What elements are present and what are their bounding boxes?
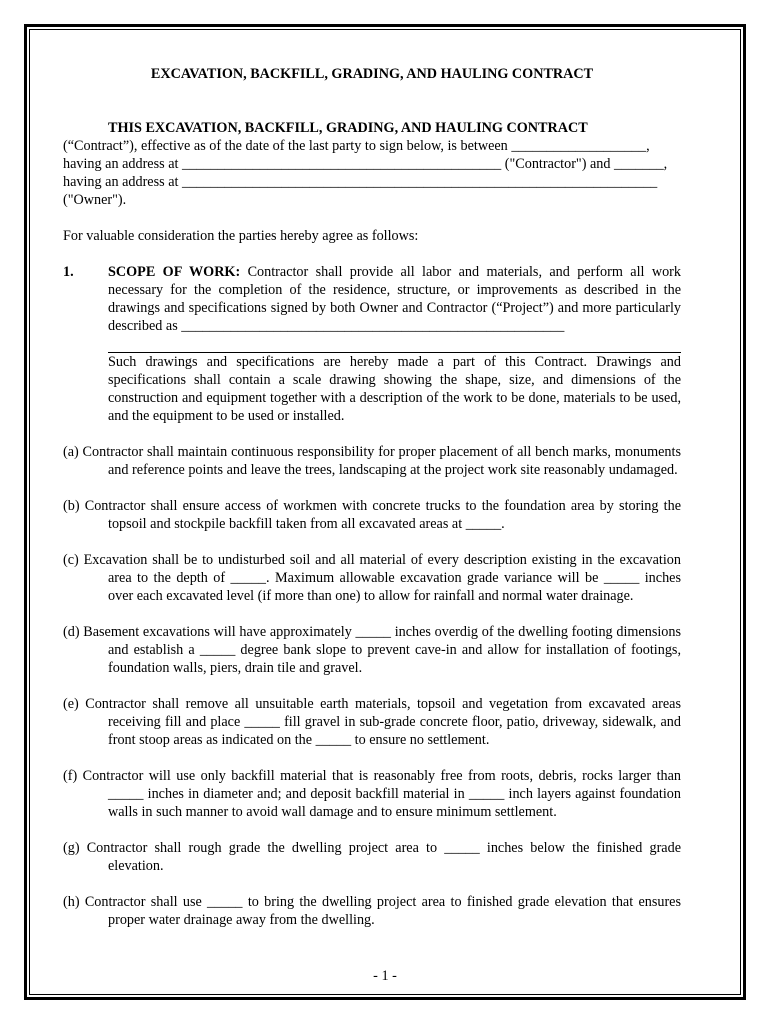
section-1-text: Contractor shall provide all labor and materials, and perform all work necessary for the completion of the residence, structure, or improvements as described in the drawings and specifications signed by both Owner and Contractor (“Project”) and more particularly described as ______________________________________________________: [108, 264, 681, 334]
intro-line-2: having an address at _____________________________________________ ("Contractor") and _______,: [63, 156, 668, 172]
section-1-drawings: Such drawings and specifications are hereby made a part of this Contract. Drawings and specifications shall contain a scale drawing showing the shape, size, and dimensions of the construction and equipment together with a description of the work to be done, materials to be used, and the equipment to be used or installed.: [108, 354, 681, 424]
clause-d: (d) Basement excavations will have approximately _____ inches overdig of the dwelling footing dimensions and establish a _____ degree bank slope to prevent cave-in and allow for installation of footings, foundation walls, piers, drain tile and gravel.: [63, 624, 681, 676]
section-1-number: 1.: [63, 264, 74, 280]
intro-line-4: ("Owner").: [63, 192, 127, 208]
clause-g: (g) Contractor shall rough grade the dwelling project area to _____ inches below the finished grade elevation.: [63, 840, 681, 874]
consideration-text: For valuable consideration the parties hereby agree as follows:: [63, 228, 419, 244]
clause-b: (b) Contractor shall ensure access of workmen with concrete trucks to the foundation area by storing the topsoil and stockpile backfill taken from all excavated areas at _____.: [63, 498, 681, 532]
section-1: [63, 263, 681, 425]
document-title: EXCAVATION, BACKFILL, GRADING, AND HAULING CONTRACT: [150, 66, 594, 82]
document-body: [63, 65, 681, 929]
intro-line-3: having an address at ___________________________________________________________________: [63, 174, 658, 190]
section-1-scope: [108, 263, 681, 335]
intro-heading: THIS EXCAVATION, BACKFILL, GRADING, AND HAULING CONTRACT: [108, 120, 588, 136]
description-blank-line: [108, 335, 681, 353]
clause-c: (c) Excavation shall be to undisturbed soil and all material of every description existing in the excavation area to the depth of _____. Maximum allowable excavation grade variance will be _____ inches over each excavated level (if more than one) to allow for rainfall and normal water drainage.: [63, 552, 681, 604]
clause-f: (f) Contractor will use only backfill material that is reasonably free from roots, debris, rocks larger than _____ inches in diameter and; and deposit backfill material in _____ inch layers against foundation walls in such manner to avoid wall damage and to ensure minimum settlement.: [63, 768, 681, 820]
intro-line-1: (“Contract”), effective as of the date of the last party to sign below, is between ___________________,: [63, 138, 650, 154]
section-1-heading: SCOPE OF WORK:: [108, 264, 241, 280]
clause-h: (h) Contractor shall use _____ to bring the dwelling project area to finished grade elevation that ensures proper water drainage away from the dwelling.: [63, 894, 681, 928]
clause-a: (a) Contractor shall maintain continuous responsibility for proper placement of all bench marks, monuments and reference points and leave the trees, landscaping at the project work site reasonably undamaged.: [63, 444, 681, 478]
clause-e: (e) Contractor shall remove all unsuitable earth materials, topsoil and vegetation from excavated areas receiving fill and place _____ fill gravel in sub-grade concrete floor, patio, driveway, sidewalk, and front stoop areas as indicated on the _____ to ensure no settlement.: [63, 696, 681, 748]
page-number: - 1 -: [373, 968, 397, 984]
